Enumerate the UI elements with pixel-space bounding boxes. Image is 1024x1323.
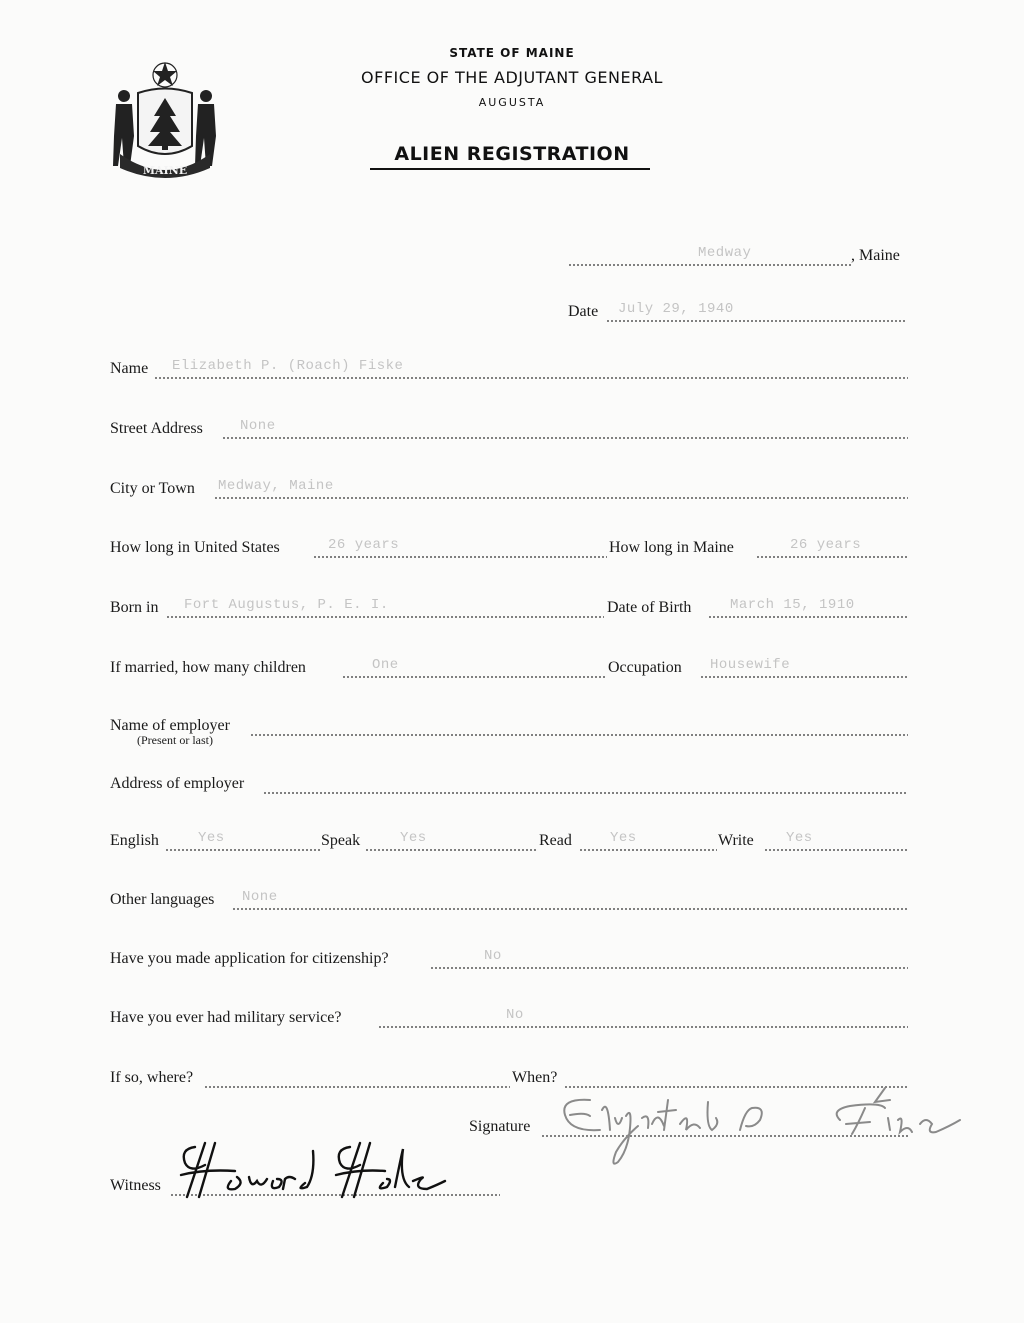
us-duration-label: How long in United States [110, 539, 280, 556]
employer-sublabel: (Present or last) [137, 733, 213, 747]
military-row [110, 1006, 908, 1030]
where-label: If so, where? [110, 1069, 194, 1086]
street-row [110, 417, 908, 441]
citizenship-field[interactable]: No [484, 948, 502, 964]
city-heading: AUGUSTA [478, 96, 546, 109]
born-in-label: Born in [110, 599, 159, 616]
speak-label: Speak [321, 832, 361, 849]
city-label: City or Town [110, 480, 195, 497]
citizenship-row [110, 947, 908, 971]
occupation-field[interactable]: Housewife [710, 657, 791, 673]
seal-text: MAINE [142, 164, 188, 177]
speak-field[interactable]: Yes [400, 830, 427, 846]
name-row [110, 357, 908, 381]
date-label: Date [568, 303, 599, 320]
children-label: If married, how many children [110, 659, 306, 676]
witness-signature [165, 1135, 455, 1205]
title-underline [370, 168, 650, 170]
other-languages-row [110, 888, 908, 912]
language-skills-row [110, 829, 908, 853]
read-field[interactable]: Yes [610, 830, 637, 846]
date-row [568, 300, 908, 324]
dob-label: Date of Birth [607, 599, 692, 616]
citizenship-label: Have you made application for citizenship? [110, 950, 389, 967]
place-field[interactable]: Medway [698, 245, 752, 261]
born-in-field[interactable]: Fort Augustus, P. E. I. [184, 597, 389, 613]
when-label: When? [512, 1069, 558, 1086]
city-row [110, 477, 908, 501]
place-row [568, 244, 913, 268]
other-languages-label: Other languages [110, 891, 215, 908]
birth-row [110, 596, 908, 620]
maine-duration-label: How long in Maine [609, 539, 734, 556]
signature-label: Signature [469, 1118, 531, 1135]
name-label: Name [110, 360, 149, 377]
city-field[interactable]: Medway, Maine [218, 478, 334, 494]
witness-label: Witness [110, 1177, 161, 1194]
family-occupation-row [110, 656, 908, 680]
street-field[interactable]: None [240, 418, 276, 434]
form-title: ALIEN REGISTRATION [394, 143, 630, 165]
state-heading: STATE OF MAINE [449, 46, 575, 60]
us-duration-field[interactable]: 26 years [328, 537, 400, 553]
english-label: English [110, 832, 159, 849]
employer-address-label: Address of employer [110, 775, 245, 792]
dob-field[interactable]: March 15, 1910 [730, 597, 855, 613]
employer-address-row [110, 772, 908, 796]
employer-label: Name of employer [110, 717, 230, 734]
office-heading: OFFICE OF THE ADJUTANT GENERAL [361, 68, 663, 87]
maine-duration-field[interactable]: 26 years [790, 537, 862, 553]
other-languages-field[interactable]: None [242, 889, 278, 905]
street-label: Street Address [110, 420, 203, 437]
children-field[interactable]: One [372, 657, 399, 673]
military-field[interactable]: No [506, 1007, 524, 1023]
military-label: Have you ever had military service? [110, 1009, 342, 1026]
applicant-signature [540, 1080, 970, 1170]
name-field[interactable]: Elizabeth P. (Roach) Fiske [172, 358, 404, 374]
english-field[interactable]: Yes [198, 830, 225, 846]
residence-duration-row [110, 536, 908, 560]
write-field[interactable]: Yes [786, 830, 813, 846]
write-label: Write [718, 832, 754, 849]
read-label: Read [539, 832, 572, 849]
occupation-label: Occupation [608, 659, 682, 676]
place-suffix: , Maine [851, 247, 900, 264]
date-field[interactable]: July 29, 1940 [618, 301, 734, 317]
employer-row [110, 714, 908, 738]
